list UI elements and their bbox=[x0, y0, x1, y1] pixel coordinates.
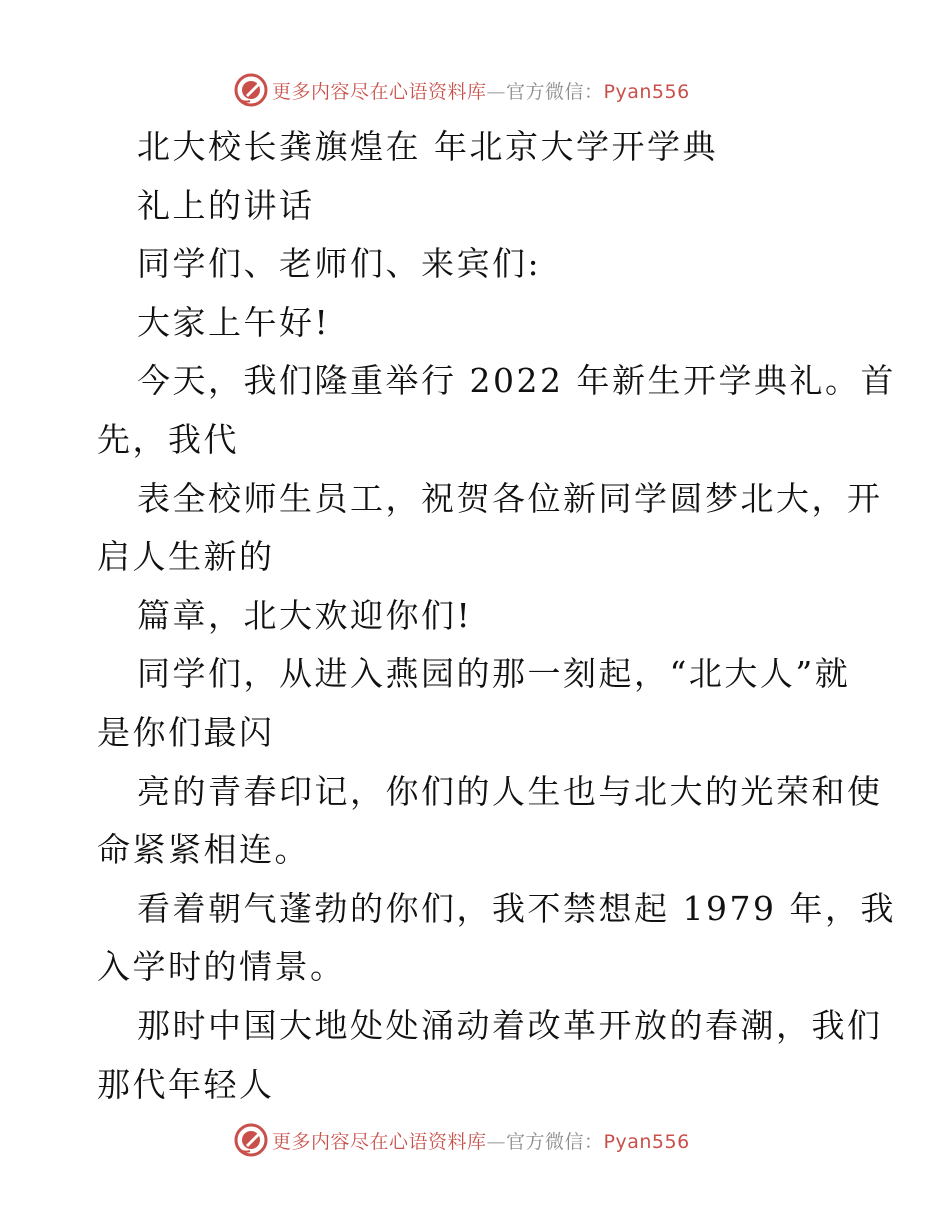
paragraph-line: 那时中国大地处处涌动着改革开放的春潮，我们 bbox=[137, 1005, 883, 1045]
paragraph-line: 亮的青春印记，你们的人生也与北大的光荣和使 bbox=[137, 771, 883, 811]
watermark-account: Pyan556 bbox=[603, 1130, 690, 1153]
paragraph-line: 启人生新的 bbox=[97, 537, 275, 577]
watermark-text bbox=[272, 1127, 690, 1154]
paragraph-line: 是你们最闪 bbox=[97, 712, 275, 752]
pen-logo-icon bbox=[234, 73, 268, 107]
paragraph-line: 同学们，从进入燕园的那一刻起，“北大人”就 bbox=[137, 654, 851, 694]
salutation: 同学们、老师们、来宾们: bbox=[137, 244, 542, 284]
watermark-brand: 更多内容尽在心语资料库 bbox=[272, 80, 487, 103]
watermark-text bbox=[272, 77, 690, 104]
watermark-dash: — bbox=[486, 1130, 507, 1153]
title-line-2: 礼上的讲话 bbox=[137, 185, 315, 225]
watermark-dash: — bbox=[486, 80, 507, 103]
pen-logo-icon bbox=[234, 1123, 268, 1157]
footer-watermark bbox=[234, 1122, 690, 1158]
paragraph-line: 命紧紧相连。 bbox=[97, 830, 310, 870]
paragraph-line: 那代年轻人 bbox=[97, 1064, 275, 1104]
document-body bbox=[97, 118, 896, 1114]
title-line-1: 北大校长龚旗煌在 年北京大学开学典 bbox=[137, 127, 718, 166]
paragraph-line: 篇章，北大欢迎你们! bbox=[137, 595, 473, 635]
greeting: 大家上午好! bbox=[137, 302, 331, 342]
paragraph-line: 看着朝气蓬勃的你们，我不禁想起 1979 年，我 bbox=[137, 888, 896, 928]
paragraph-line: 入学时的情景。 bbox=[97, 947, 346, 987]
header-watermark bbox=[234, 72, 690, 108]
watermark-brand: 更多内容尽在心语资料库 bbox=[272, 1130, 487, 1153]
watermark-label: 官方微信： bbox=[506, 1130, 604, 1153]
paragraph-line: 今天，我们隆重举行 2022 年新生开学典礼。首 bbox=[137, 361, 896, 401]
watermark-account: Pyan556 bbox=[603, 80, 690, 103]
paragraph-line: 表全校师生员工，祝贺各位新同学圆梦北大，开 bbox=[137, 478, 883, 518]
paragraph-line: 先，我代 bbox=[97, 419, 239, 459]
watermark-label: 官方微信： bbox=[506, 80, 604, 103]
